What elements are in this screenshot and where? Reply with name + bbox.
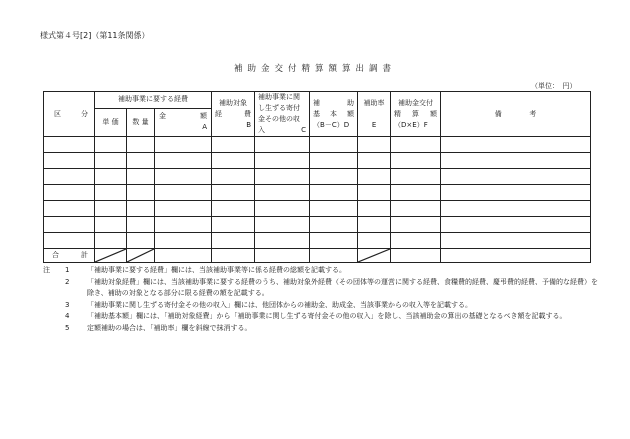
table-row	[44, 217, 591, 233]
kofu-header: 補助金交付 精 算 額 （D×E）F	[391, 92, 441, 137]
biko-header: 備 考	[441, 92, 591, 137]
cell-kingaku[interactable]	[155, 185, 212, 201]
cell-biko[interactable]	[441, 137, 591, 153]
cell-kihon[interactable]	[310, 169, 358, 185]
diagonal-strike	[127, 249, 154, 262]
cell-ritsu[interactable]	[358, 169, 391, 185]
cell-tanka[interactable]	[95, 137, 127, 153]
cell-kifu[interactable]	[255, 169, 310, 185]
cell-taisho[interactable]	[212, 137, 255, 153]
note-item	[43, 300, 598, 312]
cell-kofu[interactable]	[391, 185, 441, 201]
cell-kofu[interactable]	[391, 153, 441, 169]
taisho-header: 補助対象 経 費 B	[212, 92, 255, 137]
cell-kihon[interactable]	[310, 201, 358, 217]
note-text: 「補助事業に要する経費」欄には、当該補助事業等に係る経費の総額を記載する。	[87, 266, 346, 274]
table-row	[44, 233, 591, 249]
note-number: 4	[65, 312, 70, 320]
cell-suryo[interactable]	[127, 153, 155, 169]
notes-label: 注	[43, 266, 50, 274]
cell-kubun[interactable]	[44, 217, 95, 233]
kifu-header: 補助事業に関 し生ずる寄付 金その他の収 入 C	[255, 92, 310, 137]
cell-ritsu[interactable]	[358, 185, 391, 201]
note-number: 3	[65, 300, 70, 309]
total-suryo-struck	[127, 249, 155, 263]
cell-taisho[interactable]	[212, 217, 255, 233]
table-row	[44, 137, 591, 153]
note-number: 2	[65, 277, 70, 286]
diagonal-strike	[358, 249, 390, 262]
cell-kihon[interactable]	[310, 217, 358, 233]
note-item	[43, 311, 598, 323]
cell-kihon[interactable]	[310, 137, 358, 153]
cell-ritsu[interactable]	[358, 201, 391, 217]
total-taisho[interactable]	[212, 249, 255, 263]
total-row	[44, 249, 591, 263]
cell-tanka[interactable]	[95, 217, 127, 233]
cell-ritsu[interactable]	[358, 233, 391, 249]
cell-suryo[interactable]	[127, 201, 155, 217]
total-ritsu-struck	[358, 249, 391, 263]
cell-kubun[interactable]	[44, 201, 95, 217]
cell-kofu[interactable]	[391, 137, 441, 153]
cell-suryo[interactable]	[127, 137, 155, 153]
cell-tanka[interactable]	[95, 169, 127, 185]
cell-kofu[interactable]	[391, 217, 441, 233]
note-text: 定額補助の場合は、「補助率」欄を斜線で抹消する。	[87, 323, 252, 332]
calculation-table	[43, 91, 591, 263]
cell-kifu[interactable]	[255, 217, 310, 233]
total-kihon[interactable]	[310, 249, 358, 263]
cell-taisho[interactable]	[212, 233, 255, 249]
cell-suryo[interactable]	[127, 217, 155, 233]
form-number: 様式第４号[2]（第11条関係）	[40, 31, 150, 40]
diagonal-strike	[95, 249, 126, 262]
notes-section	[43, 265, 598, 334]
total-kofu[interactable]	[391, 249, 441, 263]
cell-biko[interactable]	[441, 217, 591, 233]
note-text: 「補助対象経費」欄には、当該補助事業に要する経費のうち、補助対象外経費（その団体等の運営に関する経費、食糧費的経費、慶弔費的経費、予備的な経費）を除き、補助の対象となる部分に限る経費の額を記載する。	[87, 277, 598, 297]
cell-kofu[interactable]	[391, 169, 441, 185]
hojo-jigyo-header: 補助事業に要する経費	[95, 92, 212, 109]
total-kifu[interactable]	[255, 249, 310, 263]
cell-kofu[interactable]	[391, 201, 441, 217]
tanka-header: 単 価	[95, 108, 127, 136]
note-text: 「補助基本額」欄には、「補助対象経費」から「補助事業に関し生ずる寄付金その他の収入」を除し、当該補助金の算出の基礎となるべき額を記載する。	[87, 312, 567, 320]
cell-biko[interactable]	[441, 185, 591, 201]
total-label: 合 計	[44, 249, 95, 263]
cell-ritsu[interactable]	[358, 137, 391, 153]
note-number: 5	[65, 323, 70, 332]
note-number: 1	[65, 266, 70, 274]
cell-kihon[interactable]	[310, 153, 358, 169]
cell-biko[interactable]	[441, 233, 591, 249]
kihon-header: 補 助 基 本 額 （B－C）D	[310, 92, 358, 137]
cell-kifu[interactable]	[255, 185, 310, 201]
cell-kubun[interactable]	[44, 169, 95, 185]
cell-kubun[interactable]	[44, 233, 95, 249]
table-row	[44, 169, 591, 185]
total-biko[interactable]	[441, 249, 591, 263]
cell-kingaku[interactable]	[155, 169, 212, 185]
cell-kubun[interactable]	[44, 137, 95, 153]
cell-kingaku[interactable]	[155, 153, 212, 169]
cell-kingaku[interactable]	[155, 233, 212, 249]
cell-taisho[interactable]	[212, 185, 255, 201]
cell-kubun[interactable]	[44, 185, 95, 201]
cell-ritsu[interactable]	[358, 153, 391, 169]
table-row	[44, 185, 591, 201]
note-item	[43, 265, 598, 277]
suryo-header: 数 量	[127, 108, 155, 136]
cell-kingaku[interactable]	[155, 217, 212, 233]
cell-kubun[interactable]	[44, 153, 95, 169]
cell-kihon[interactable]	[310, 233, 358, 249]
table-row	[44, 153, 591, 169]
cell-tanka[interactable]	[95, 233, 127, 249]
cell-tanka[interactable]	[95, 201, 127, 217]
table-row	[44, 201, 591, 217]
header-row-1	[44, 92, 591, 109]
kubun-header: 区 分	[44, 92, 95, 137]
cell-kingaku[interactable]	[155, 201, 212, 217]
cell-biko[interactable]	[441, 153, 591, 169]
total-kingaku[interactable]	[155, 249, 212, 263]
note-item	[43, 323, 598, 335]
note-text: 「補助事業に関し生ずる寄付金その他の収入」欄には、他団体からの補助金、助成金、当該事業からの収入等を記載する。	[87, 300, 472, 309]
kingaku-header: 金 額 A	[155, 108, 212, 136]
cell-kifu[interactable]	[255, 137, 310, 153]
cell-tanka[interactable]	[95, 153, 127, 169]
cell-suryo[interactable]	[127, 233, 155, 249]
note-item	[43, 277, 598, 300]
cell-kihon[interactable]	[310, 185, 358, 201]
cell-kifu[interactable]	[255, 153, 310, 169]
ritsu-header: 補助率 E	[358, 92, 391, 137]
cell-biko[interactable]	[441, 169, 591, 185]
cell-kofu[interactable]	[391, 233, 441, 249]
cell-suryo[interactable]	[127, 169, 155, 185]
cell-kingaku[interactable]	[155, 137, 212, 153]
cell-ritsu[interactable]	[358, 217, 391, 233]
cell-tanka[interactable]	[95, 185, 127, 201]
cell-kifu[interactable]	[255, 233, 310, 249]
cell-taisho[interactable]	[212, 153, 255, 169]
total-tanka-struck	[95, 249, 127, 263]
document-title: 補助金交付精算額算出調書	[233, 64, 396, 74]
cell-kifu[interactable]	[255, 201, 310, 217]
cell-taisho[interactable]	[212, 169, 255, 185]
cell-biko[interactable]	[441, 201, 591, 217]
cell-taisho[interactable]	[212, 201, 255, 217]
unit-label: （単位： 円）	[531, 82, 577, 90]
cell-suryo[interactable]	[127, 185, 155, 201]
